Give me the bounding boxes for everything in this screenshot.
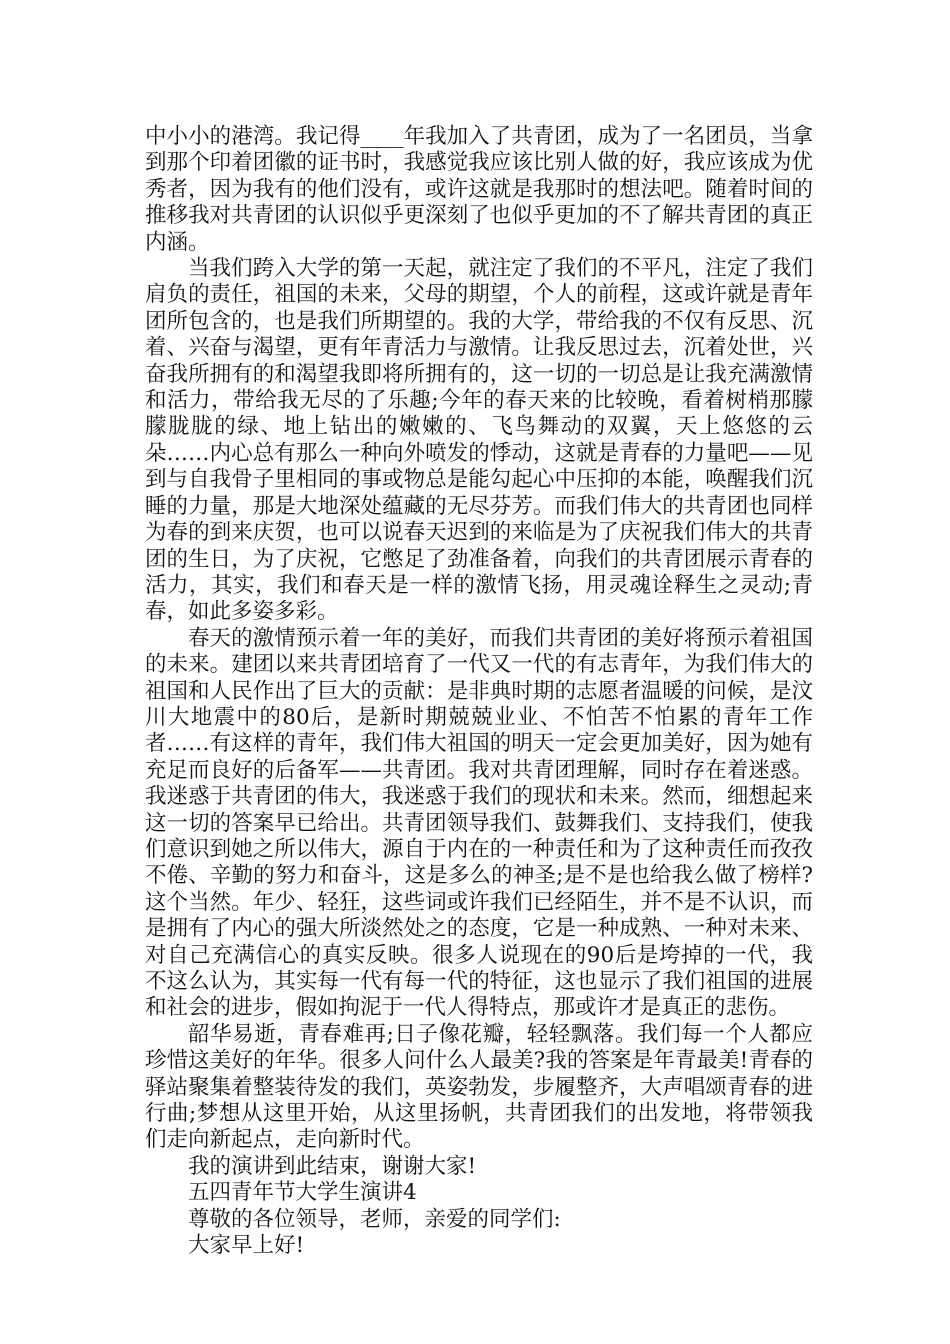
- paragraph-1: 中小小的港湾。我记得____年我加入了共青团，成为了一名团员，当拿到那个印着团徽的证书时，我感觉我应该比别人做的好，我应该成为优秀者，因为我有的他们没有，或许这就是我那时的想法吧。随着时间的推移我对共青团的认识似乎更深刻了也似乎更加的不了解共青团的真正内涵。: [145, 124, 813, 255]
- paragraph-3: 春天的激情预示着一年的美好，而我们共青团的美好将预示着祖国的未来。建团以来共青团培育了一代又一代的有志青年，为我们伟大的祖国和人民作出了巨大的贡献：是非典时期的志愿者温暖的问候，是汶川大地震中的80后，是新时期兢兢业业、不怕苦不怕累的青年工作者……有这样的青年，我们伟大祖国的明天一定会更加美好，因为她有充足而良好的后备军——共青团。我对共青团理解，同时存在着迷惑。我迷惑于共青团的伟大，我迷惑于我们的现状和未来。然而，细想起来这一切的答案早已给出。共青团领导我们、鼓舞我们、支持我们，使我们意识到她之所以伟大，源自于内在的一种责任和为了这种责任而孜孜不倦、辛勤的努力和奋斗，这是多么的神圣;是不是也给我么做了榜样?这个当然。年少、轻狂，这些词或许我们已经陌生，并不是不认识，而是拥有了内心的强大所淡然处之的态度，它是一种成熟、一种对未来、对自己充满信心的真实反映。很多人说现在的90后是垮掉的一代，我不这么认为，其实每一代有每一代的特征，这也显示了我们祖国的进展和社会的进步，假如拘泥于一代人得特点，那或许才是真正的悲伤。: [145, 625, 813, 1021]
- salutation-line: 尊敬的各位领导，老师，亲爱的同学们:: [188, 1206, 561, 1232]
- document-page: [145, 124, 813, 1259]
- section-title: 五四青年节大学生演讲4: [188, 1180, 417, 1206]
- paragraph-2: 当我们跨入大学的第一天起，就注定了我们的不平凡，注定了我们肩负的责任，祖国的未来，父母的期望，个人的前程，这或许就是青年团所包含的，也是我们所期望的。我的大学，带给我的不仅有反思、沉着、兴奋与渴望，更有年青活力与激情。让我反思过去，沉着处世，兴奋我所拥有的和渴望我即将所拥有的，这一切的一切总是让我充满激情和活力，带给我无尽的了乐趣;今年的春天来的比较晚，看着树梢那朦朦胧胧的绿、地上钻出的嫩嫩的、飞鸟舞动的双翼，天上悠悠的云朵……内心总有那么一种向外喷发的悸动，这就是青春的力量吧——见到与自我骨子里相同的事或物总是能勾起心中压抑的本能，唤醒我们沉睡的力量，那是大地深处蕴藏的无尽芬芳。而我们伟大的共青团也同样为春的到来庆贺，也可以说春天迟到的来临是为了庆祝我们伟大的共青团的生日，为了庆祝，它憋足了劲准备着，向我们的共青团展示青春的活力，其实，我们和春天是一样的激情飞扬，用灵魂诠释生之灵动;青春，如此多姿多彩。: [145, 256, 813, 625]
- closing-line: 我的演讲到此结束，谢谢大家!: [188, 1153, 477, 1179]
- paragraph-4: 韶华易逝，青春难再;日子像花瓣，轻轻飘落。我们每一个人都应珍惜这美好的年华。很多人问什么人最美?我的答案是年青最美!青春的驿站聚集着整装待发的我们，英姿勃发，步履整齐，大声唱颂青春的进行曲;梦想从这里开始，从这里扬帆，共青团我们的出发地，将带领我们走向新起点，走向新时代。: [145, 1021, 813, 1153]
- greeting-line: 大家早上好!: [188, 1233, 305, 1259]
